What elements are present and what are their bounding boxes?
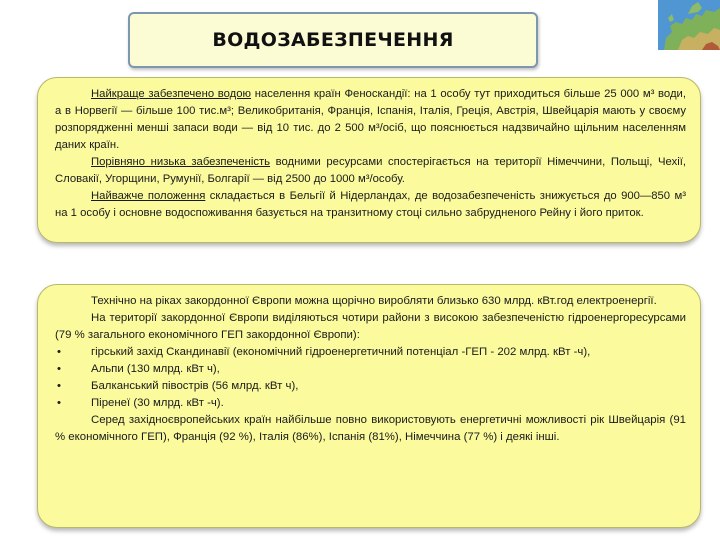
paragraph-hydro-usage: Серед західноєвропейських країн найбільше повно використовують енергетичні можливості рік Швейцарія (91 % економічного ГЕП), Франція (92 %), Італія (86%), Іспанія (81%), Німеччина (77 %) і деякі інші. [55, 414, 686, 443]
paragraph-worst-supply [55, 188, 686, 222]
bullet-icon: • [57, 380, 61, 392]
list-item [55, 344, 686, 361]
bullet-icon: • [57, 346, 61, 358]
lead-best-supply: Найкраще забезпечено водою [91, 88, 252, 100]
map-graphic [658, 0, 720, 50]
text-worst-supply: складається в Бельгії й Нідерландах, де водозабезпеченість знижується до 900—850 м³ на 1 особу і основне водоспоживання базується на транзитному стоці сильно забрудненого Рейну і його приток. [55, 190, 686, 219]
paragraph-best-supply [55, 86, 686, 154]
europe-map-icon [658, 0, 720, 50]
bullet-text: Піренеї (30 млрд. кВт -ч). [91, 397, 224, 409]
page-title: ВОДОЗАБЕЗПЕЧЕННЯ [212, 29, 454, 51]
water-supply-panel [37, 77, 701, 243]
lead-low-supply: Порівняно низька забезпеченість [91, 156, 271, 168]
text-low-supply: водними ресурсами спостерігається на території Німеччини, Польщі, Чехії, Словакії, Угорщини, Румунії, Болгарії — від 2500 до 1000 м³/особу. [55, 156, 687, 185]
bullet-icon: • [57, 397, 61, 409]
paragraph-hydro-potential: Технічно на ріках закордонної Європи можна щорічно виробляти близько 630 млрд. кВт.год електроенергії. [91, 295, 657, 307]
title-box [128, 12, 538, 68]
list-item [55, 378, 686, 395]
bullet-text: гірський захід Скандинавії (економічний гідроенергетичний потенціал -ГЕП - 202 млрд. кВт -ч), [91, 346, 591, 358]
bullet-text: Альпи (130 млрд. кВт ч), [91, 363, 220, 375]
lead-worst-supply: Найважче положення [91, 190, 206, 202]
paragraph-low-supply [55, 154, 686, 188]
hydropower-panel [37, 284, 701, 528]
text-best-supply: населення країн Фенoскандії: на 1 особу тут приходиться більше 25 000 м³ води, а в Норвегії — більше 100 тис.м³; Великобританія, Франція, Іспанія, Італія, Греція, Австрія, Швейцарія мають у своєму розпорядженні менші запаси води — від 10 тис. до 2 500 м³/осіб, що пояснюється надзвичайно щільним населенням даних країн. [55, 88, 686, 151]
list-item [55, 361, 686, 378]
paragraph-hydro-regions: На території закордонної Європи виділяються чотири райони з високою забезпеченістю гідроенергоресурсами (79 % загального економічного ГЕП закордонної Європи): [55, 312, 686, 341]
list-item [55, 395, 686, 412]
bullet-icon: • [57, 363, 61, 375]
bullet-text: Балканський півострів (56 млрд. кВт ч), [91, 380, 299, 392]
